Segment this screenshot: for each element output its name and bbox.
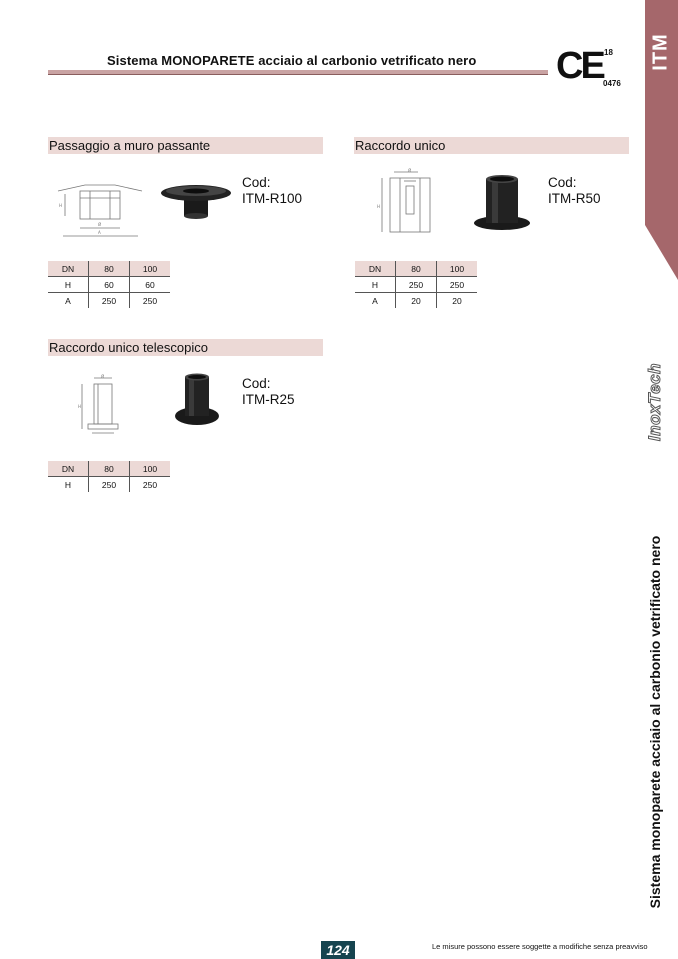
spec-table-r50 xyxy=(355,261,477,308)
spec-table-r100 xyxy=(48,261,170,308)
ce-notified-body: 0476 xyxy=(603,79,621,88)
page-title: Sistema MONOPARETE acciaio al carbonio vetrificato nero xyxy=(107,53,477,68)
product-photo-r100 xyxy=(160,180,232,225)
page-number: 124 xyxy=(321,941,355,959)
code-value: ITM-R50 xyxy=(548,191,601,206)
table-cell: H xyxy=(48,477,89,493)
brand-tab: ITM xyxy=(649,33,672,71)
title-underline-shadow xyxy=(48,74,548,75)
section-title-passaggio: Passaggio a muro passante xyxy=(48,137,323,154)
technical-drawing-r25 xyxy=(78,374,128,441)
table-cell: 250 xyxy=(89,477,130,493)
table-header-row xyxy=(48,461,170,477)
table-cell: 20 xyxy=(452,295,462,306)
inoxtech-logo: InoxTech xyxy=(645,363,664,441)
table-cell: 60 xyxy=(130,277,171,293)
table-cell: 250 xyxy=(142,479,158,490)
svg-text:Ø: Ø xyxy=(408,168,412,173)
table-cell: H xyxy=(48,277,89,293)
disclaimer-note: Le misure possono essere soggette a modifiche senza preavviso xyxy=(432,942,648,951)
svg-text:H: H xyxy=(78,404,82,409)
table-row xyxy=(48,277,170,293)
table-cell: DN xyxy=(355,261,396,277)
svg-text:H: H xyxy=(377,204,381,209)
table-cell: 80 xyxy=(396,261,437,277)
cod-label: Cod: xyxy=(242,376,271,391)
table-row xyxy=(355,293,477,309)
table-cell: A xyxy=(355,293,396,309)
table-cell: 80 xyxy=(89,261,130,277)
product-code-r25 xyxy=(242,376,295,408)
code-value: ITM-R25 xyxy=(242,392,295,407)
table-cell: 250 xyxy=(89,293,130,309)
table-cell: DN xyxy=(48,461,89,477)
table-cell: A xyxy=(48,293,89,309)
svg-text:Ø: Ø xyxy=(101,374,105,379)
table-header-row xyxy=(48,261,170,277)
table-cell: 100 xyxy=(130,261,171,277)
table-cell: DN xyxy=(48,261,89,277)
table-cell: H xyxy=(355,277,396,293)
technical-drawing-r50 xyxy=(376,168,446,243)
table-cell: 250 xyxy=(396,277,437,293)
product-code-r100 xyxy=(242,175,302,207)
code-value: ITM-R100 xyxy=(242,191,303,206)
product-photo-r50 xyxy=(472,173,532,240)
ce-year: 18 xyxy=(604,48,613,57)
table-row xyxy=(48,477,170,493)
table-cell: 250 xyxy=(437,277,478,293)
cod-label: Cod: xyxy=(548,175,577,190)
table-row xyxy=(355,277,477,293)
table-cell: 80 xyxy=(89,461,130,477)
product-photo-r25 xyxy=(172,372,222,433)
section-title-raccordo: Raccordo unico xyxy=(354,137,629,154)
svg-text:Ø: Ø xyxy=(98,222,102,227)
svg-text:A: A xyxy=(98,230,101,235)
side-title: Sistema monoparete acciaio al carbonio vetrificato nero xyxy=(647,535,663,909)
table-cell: 250 xyxy=(142,295,158,306)
table-cell: 100 xyxy=(437,261,478,277)
product-code-r50 xyxy=(548,175,601,207)
svg-text:H: H xyxy=(59,203,63,208)
cod-label: Cod: xyxy=(242,175,271,190)
table-row xyxy=(48,293,170,309)
technical-drawing-r100 xyxy=(55,180,145,245)
spec-table-r25 xyxy=(48,461,170,492)
table-header-row xyxy=(355,261,477,277)
table-cell: 20 xyxy=(396,293,437,309)
ce-mark-logo: CE xyxy=(556,45,603,87)
section-title-telescopico: Raccordo unico telescopico xyxy=(48,339,323,356)
table-cell: 100 xyxy=(130,461,171,477)
table-cell: 60 xyxy=(89,277,130,293)
